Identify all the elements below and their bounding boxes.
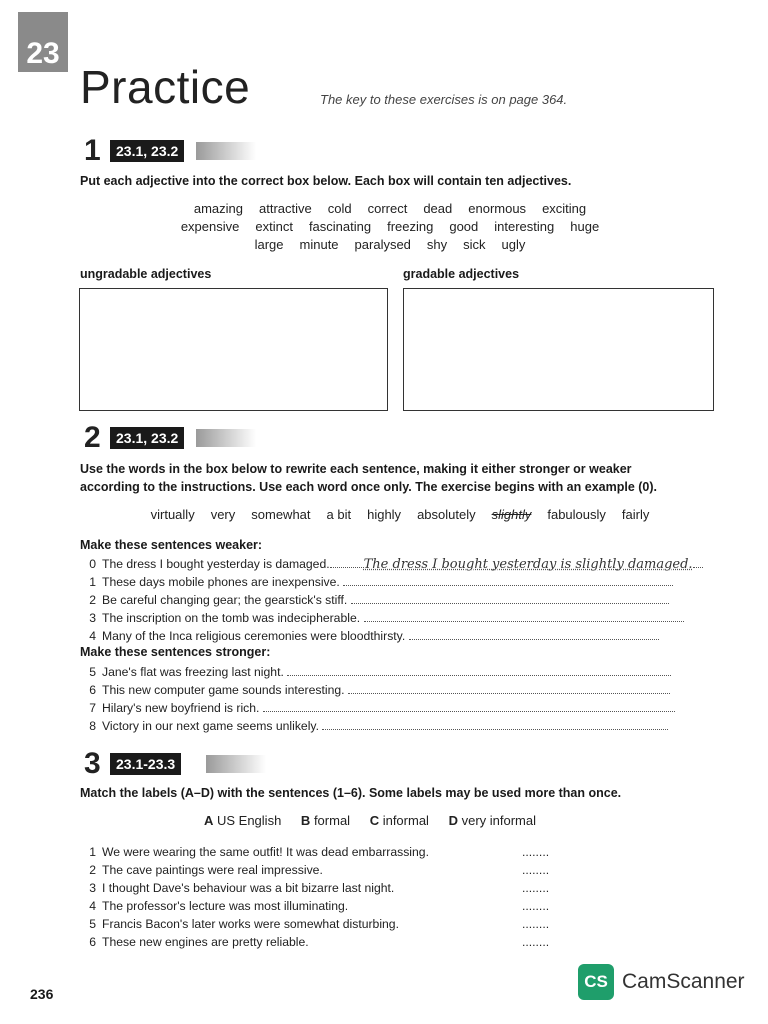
sentence-text: These days mobile phones are inexpensive. xyxy=(102,575,340,589)
match-row xyxy=(80,879,394,897)
match-row xyxy=(80,843,429,861)
stronger-heading: Make these sentences stronger: xyxy=(80,645,271,659)
sentence-number: 4 xyxy=(89,629,96,643)
exercise-tag: 23.1, 23.2 xyxy=(110,427,184,449)
exercise-1-header xyxy=(84,134,284,167)
word: fairly xyxy=(621,507,650,522)
answer-blank[interactable]: ........ xyxy=(522,845,550,859)
word: extinct xyxy=(255,219,293,234)
word-row-2 xyxy=(80,219,700,234)
unit-badge: 23 xyxy=(18,12,68,72)
gradable-box[interactable] xyxy=(403,288,714,411)
word: highly xyxy=(367,507,402,522)
exercise-3-header xyxy=(84,747,284,780)
word: paralysed xyxy=(354,237,411,252)
word: fabulously xyxy=(547,507,606,522)
ungradable-box[interactable] xyxy=(79,288,388,411)
word: virtually xyxy=(150,507,195,522)
answer-blank[interactable]: ........ xyxy=(522,899,550,913)
label-item xyxy=(370,813,429,828)
word: enormous xyxy=(468,201,527,216)
sentence-number: 5 xyxy=(89,665,96,679)
sentence-number: 3 xyxy=(89,881,96,895)
exercise-2-header xyxy=(84,421,284,454)
exercise-number: 2 xyxy=(84,421,101,454)
word: amazing xyxy=(193,201,243,216)
word-row-1 xyxy=(80,201,700,216)
sentence-text: The cave paintings were real impressive. xyxy=(102,863,323,877)
sentence-row xyxy=(80,663,671,681)
answer-line xyxy=(693,557,703,568)
sentence-text: The inscription on the tomb was indecipherable. xyxy=(102,611,361,625)
sentence-number: 2 xyxy=(89,593,96,607)
word: fascinating xyxy=(308,219,372,234)
page-number: 236 xyxy=(30,986,54,1002)
label-letter: A xyxy=(203,813,214,828)
sentence-text: Be careful changing gear; the gearstick's stiff. xyxy=(102,593,348,607)
word: exciting xyxy=(542,201,587,216)
word: a bit xyxy=(326,507,352,522)
sentence-row xyxy=(80,627,659,645)
answer-line[interactable] xyxy=(364,611,684,622)
answer-blank[interactable]: ........ xyxy=(522,917,550,931)
answer-blank[interactable]: ........ xyxy=(522,935,550,949)
sentence-row xyxy=(80,681,670,699)
label-item xyxy=(449,813,536,828)
sentence-number: 6 xyxy=(89,683,96,697)
word: attractive xyxy=(258,201,312,216)
word: large xyxy=(254,237,284,252)
match-row xyxy=(80,915,399,933)
match-row xyxy=(80,933,309,951)
answer-line[interactable] xyxy=(351,593,669,604)
word: sick xyxy=(463,237,486,252)
gradable-label: gradable adjectives xyxy=(403,267,520,281)
ex2-word-box xyxy=(80,507,720,522)
label-value: very informal xyxy=(461,813,537,828)
exercise-number: 3 xyxy=(84,747,101,780)
camscanner-watermark: CamScanner xyxy=(622,970,745,993)
word: minute xyxy=(299,237,339,252)
answer-line xyxy=(330,557,364,568)
header-fade xyxy=(196,429,256,447)
sentence-number: 4 xyxy=(89,899,96,913)
sentence-number: 1 xyxy=(89,575,96,589)
label-value: informal xyxy=(382,813,429,828)
sentence-text: These new engines are pretty reliable. xyxy=(102,935,309,949)
answer-line[interactable] xyxy=(343,575,673,586)
word-row-3 xyxy=(80,237,700,252)
word: huge xyxy=(570,219,600,234)
page-title: Practice xyxy=(80,61,251,113)
exercise-tag: 23.1, 23.2 xyxy=(110,140,184,162)
label-letter: B xyxy=(300,813,311,828)
sentence-number: 0 xyxy=(89,557,96,571)
sentence-row xyxy=(80,699,675,717)
sentence-number: 8 xyxy=(89,719,96,733)
sentence-number: 2 xyxy=(89,863,96,877)
exercise-2-instruction-2: according to the instructions. Use each word once only. The exercise begins with an example (0). xyxy=(80,480,657,494)
sentence-text: We were wearing the same outfit! It was dead embarrassing. xyxy=(102,845,429,859)
sentence-row xyxy=(80,555,703,574)
sentence-number: 3 xyxy=(89,611,96,625)
label-letter: D xyxy=(448,813,458,828)
word: expensive xyxy=(180,219,240,234)
sentence-text: Many of the Inca religious ceremonies were bloodthirsty. xyxy=(102,629,406,643)
sentence-row xyxy=(80,573,673,591)
word-crossed-out: slightly xyxy=(491,507,532,522)
label-value: US English xyxy=(216,813,282,828)
sentence-text: The dress I bought yesterday is damaged. xyxy=(102,557,330,571)
word: dead xyxy=(423,201,453,216)
label-value: formal xyxy=(313,813,351,828)
sentence-number: 6 xyxy=(89,935,96,949)
word: shy xyxy=(426,237,448,252)
word: absolutely xyxy=(417,507,476,522)
weaker-heading: Make these sentences weaker: xyxy=(80,538,263,552)
label-key xyxy=(80,813,660,828)
header-fade xyxy=(206,755,266,773)
word: interesting xyxy=(494,219,555,234)
exercise-2-instruction-1: Use the words in the box below to rewrite each sentence, making it either stronger or weaker xyxy=(80,462,632,476)
answer-blank[interactable]: ........ xyxy=(522,881,550,895)
sentence-text: Francis Bacon's later works were somewhat disturbing. xyxy=(102,917,399,931)
sentence-row xyxy=(80,609,684,627)
exercise-1-instruction: Put each adjective into the correct box below. Each box will contain ten adjectives. xyxy=(80,174,572,188)
answer-line[interactable] xyxy=(263,701,675,712)
sentence-text: The professor's lecture was most illuminating. xyxy=(102,899,349,913)
word: very xyxy=(210,507,236,522)
label-item xyxy=(301,813,350,828)
word: somewhat xyxy=(251,507,311,522)
sentence-number: 5 xyxy=(89,917,96,931)
word: correct xyxy=(367,201,408,216)
ungradable-label: ungradable adjectives xyxy=(80,267,212,281)
answer-line[interactable] xyxy=(409,629,659,640)
sentence-number: 7 xyxy=(89,701,96,715)
exercise-3-instruction: Match the labels (A–D) with the sentences (1–6). Some labels may be used more than once. xyxy=(80,786,622,800)
sentence-text: Hilary's new boyfriend is rich. xyxy=(102,701,260,715)
word: freezing xyxy=(387,219,434,234)
label-item xyxy=(204,813,281,828)
word: ugly xyxy=(501,237,526,252)
header-fade xyxy=(196,142,256,160)
sentence-number: 1 xyxy=(89,845,96,859)
example-answer: The dress I bought yesterday is slightly damaged. xyxy=(363,557,693,572)
answer-blank[interactable]: ........ xyxy=(522,863,550,877)
match-row xyxy=(80,861,323,879)
camscanner-logo-icon: CS xyxy=(578,964,614,1000)
word: good xyxy=(449,219,479,234)
exercise-number: 1 xyxy=(84,134,101,167)
sentence-text: I thought Dave's behaviour was a bit bizarre last night. xyxy=(102,881,395,895)
sentence-row xyxy=(80,717,668,735)
sentence-text: Jane's flat was freezing last night. xyxy=(102,665,284,679)
key-note: The key to these exercises is on page 364. xyxy=(320,92,568,107)
sentence-row xyxy=(80,591,669,609)
exercise-tag: 23.1-23.3 xyxy=(110,753,181,775)
label-letter: C xyxy=(369,813,380,828)
match-row xyxy=(80,897,348,915)
answer-line[interactable] xyxy=(322,719,668,730)
answer-line[interactable] xyxy=(348,683,670,694)
sentence-text: Victory in our next game seems unlikely. xyxy=(102,719,319,733)
answer-line[interactable] xyxy=(287,665,671,676)
word: cold xyxy=(327,201,352,216)
sentence-text: This new computer game sounds interesting. xyxy=(102,683,345,697)
